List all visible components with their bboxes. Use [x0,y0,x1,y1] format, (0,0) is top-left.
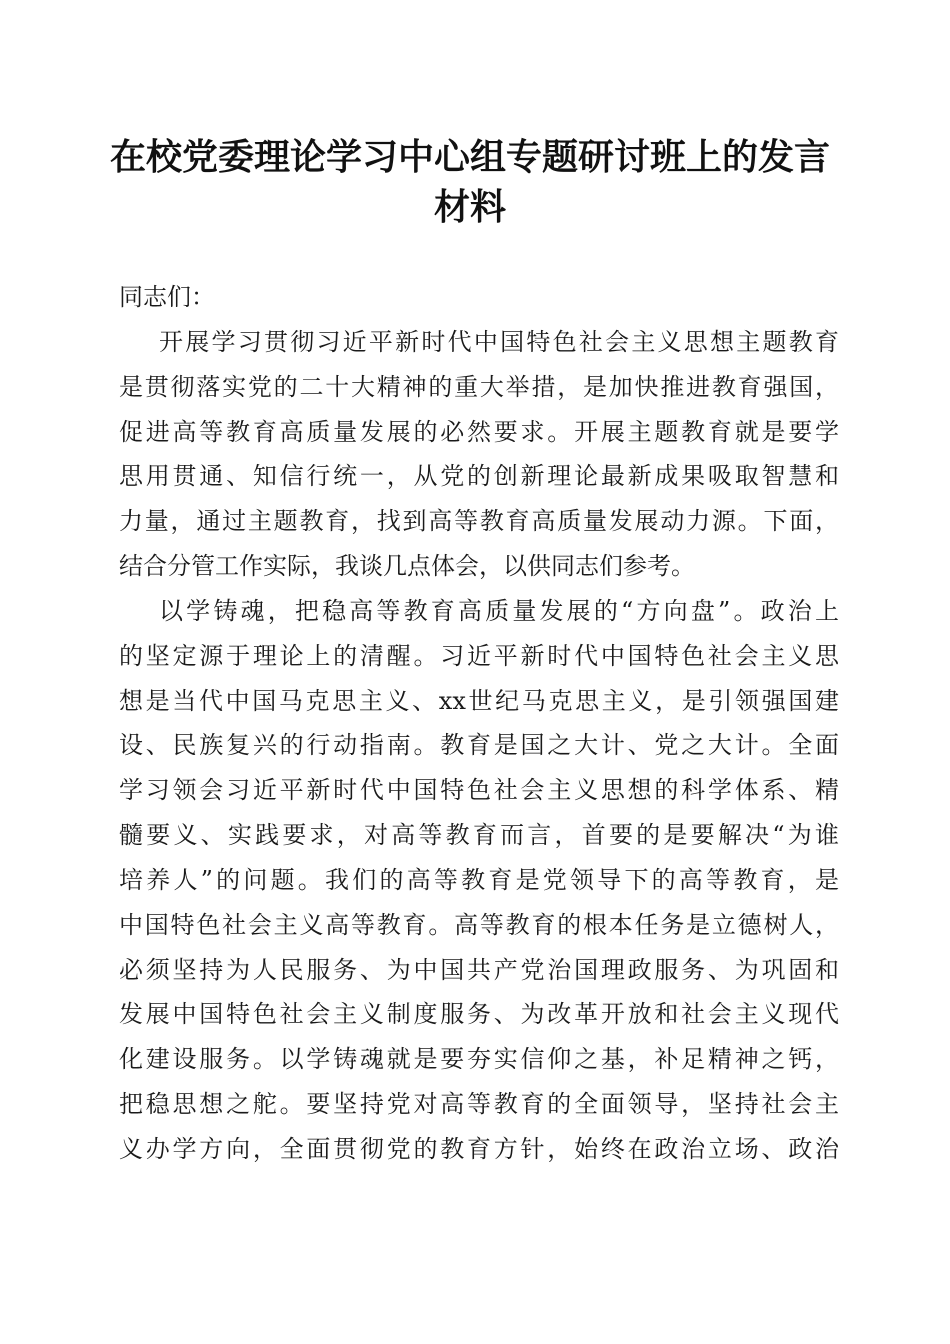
paragraph-line: 以学铸魂，把稳高等教育高质量发展的“方向盘”。政治上 [159,597,839,625]
paragraph-line: 设、民族复兴的行动指南。教育是国之大计、党之大计。全面 [119,731,839,759]
paragraph-line: 学习领会习近平新时代中国特色社会主义思想的科学体系、精 [119,776,839,804]
title-line-2: 材料 [433,186,506,228]
paragraph-line: 力量，通过主题教育，找到高等教育高质量发展动力源。下面， [119,507,839,535]
salutation: 同志们： [119,283,215,311]
paragraph-line: 把稳思想之舵。要坚持党对高等教育的全面领导，坚持社会主 [119,1090,839,1118]
paragraph-line: 必须坚持为人民服务、为中国共产党治国理政服务、为巩固和 [119,956,839,984]
paragraph-line: 义办学方向，全面贯彻党的教育方针，始终在政治立场、政治 [119,1135,839,1163]
paragraph-line: 化建设服务。以学铸魂就是要夯实信仰之基，补足精神之钙， [119,1045,839,1073]
paragraph-line: 中国特色社会主义高等教育。高等教育的根本任务是立德树人， [119,911,839,939]
paragraph-line: 思用贯通、知信行统一，从党的创新理论最新成果吸取智慧和 [119,462,839,490]
paragraph-line: 想是当代中国马克思主义、xx世纪马克思主义，是引领强国建 [119,687,839,715]
title-line-1: 在校党委理论学习中心组专题研讨班上的发言 [109,136,830,178]
paragraph-line: 的坚定源于理论上的清醒。习近平新时代中国特色社会主义思 [119,642,839,670]
paragraph-line: 促进高等教育高质量发展的必然要求。开展主题教育就是要学 [119,418,839,446]
paragraph-line: 培养人”的问题。我们的高等教育是党领导下的高等教育，是 [119,866,839,894]
paragraph-line: 结合分管工作实际，我谈几点体会，以供同志们参考。 [119,552,695,580]
paragraph-line: 髓要义、实践要求，对高等教育而言，首要的是要解决“为谁 [119,821,839,849]
document-title [100,132,840,232]
paragraph-line: 发展中国特色社会主义制度服务、为改革开放和社会主义现代 [119,1000,839,1028]
paragraph-line: 开展学习贯彻习近平新时代中国特色社会主义思想主题教育 [159,328,839,356]
paragraph-line: 是贯彻落实党的二十大精神的重大举措，是加快推进教育强国， [119,373,839,401]
